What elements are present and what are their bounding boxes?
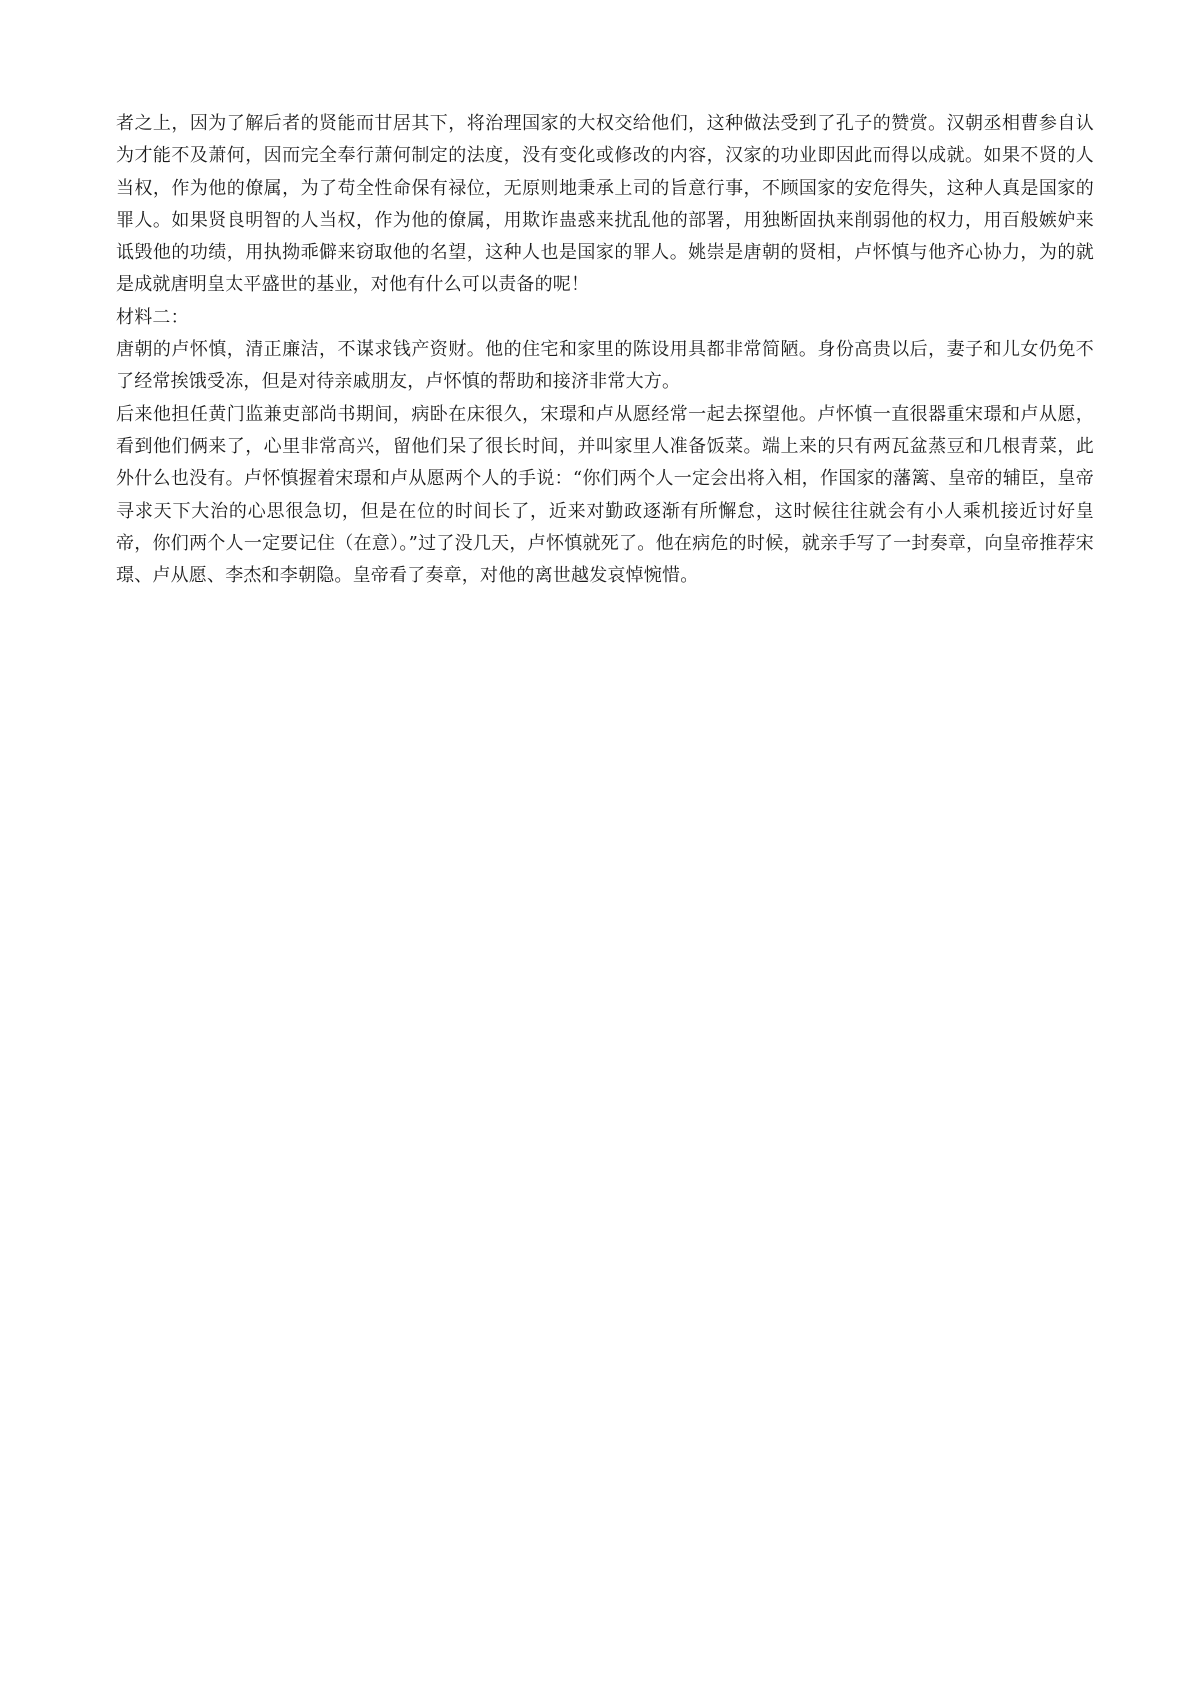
paragraph-yaochong-commentary: 者之上，因为了解后者的贤能而甘居其下，将治理国家的大权交给他们，这种做法受到了孔子的赞赏。汉朝丞相曹参自认为才能不及萧何，因而完全奉行萧何制定的法度，没有变化或修改的内容，汉家的功业即因此而得以成就。如果不贤的人当权，作为他的僚属，为了苟全性命保有禄位，无原则地秉承上司的旨意行事，不顾国家的安危得失，这种人真是国家的罪人。如果贤良明智的人当权，作为他的僚属，用欺诈蛊惑来扰乱他的部署，用独断固执来削弱他的权力，用百般嫉妒来诋毁他的功绩，用执拗乖僻来窃取他的名望，这种人也是国家的罪人。姚崇是唐朝的贤相，卢怀慎与他齐心协力，为的就是成就唐明皇太平盛世的基业，对他有什么可以责备的呢！ [116, 113, 1094, 296]
paragraph-lu-huaishen-illness: 后来他担任黄门监兼吏部尚书期间，病卧在床很久，宋璟和卢从愿经常一起去探望他。卢怀慎一直很器重宋璟和卢从愿，看到他们俩来了，心里非常高兴，留他们呆了很长时间，并叫家里人准备饭菜。端上来的只有两瓦盆蒸豆和几根青菜，此外什么也没有。卢怀慎握着宋璟和卢从愿两个人的手说：“你们两个人一定会出将入相，作国家的藩篱、皇帝的辅臣，皇帝寻求天下大治的心思很急切，但是在位的时间长了，近来对勤政逐渐有所懈怠，这时候往往就会有小人乘机接近讨好皇帝，你们两个人一定要记住（在意）。”过了没几天，卢怀慎就死了。他在病危的时候，就亲手写了一封奏章，向皇帝推荐宋璟、卢从愿、李杰和李朝隐。皇帝看了奏章，对他的离世越发哀悼惋惜。 [116, 403, 1094, 587]
document-body [116, 108, 1094, 592]
paragraph-lu-huaishen-integrity: 唐朝的卢怀慎，清正廉洁，不谋求钱产资财。他的住宅和家里的陈设用具都非常简陋。身份高贵以后，妻子和儿女仍免不了经常挨饿受冻，但是对待亲戚朋友，卢怀慎的帮助和接济非常大方。 [116, 339, 1094, 393]
section-heading-material-two: 材料二： [116, 306, 189, 328]
